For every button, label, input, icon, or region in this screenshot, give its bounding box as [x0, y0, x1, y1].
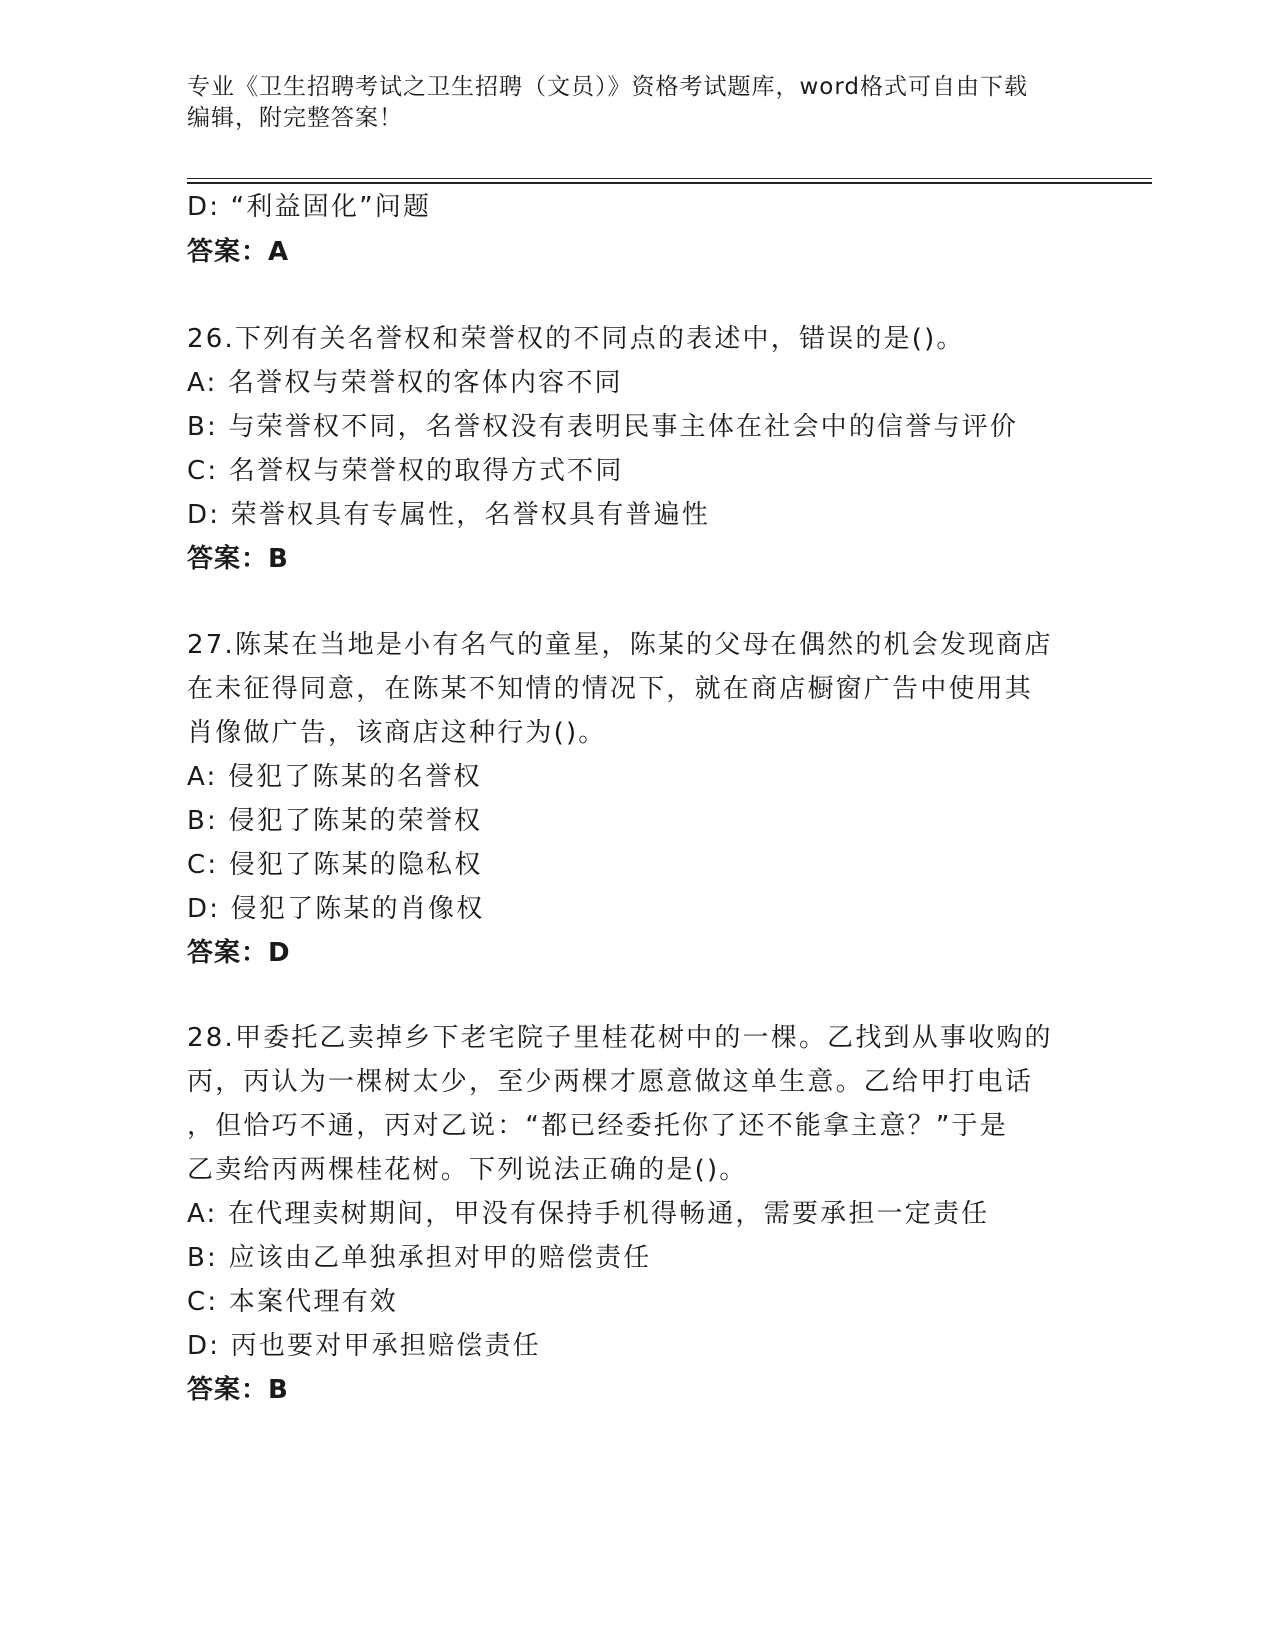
prev-option-d: D: “利益固化”问题 [187, 192, 432, 222]
q28-option-b: B: 应该由乙单独承担对甲的赔偿责任 [187, 1243, 652, 1273]
q27-option-c: C: 侵犯了陈某的隐私权 [187, 850, 483, 880]
q26-option-b: B: 与荣誉权不同，名誉权没有表明民事主体在社会中的信誉与评价 [187, 412, 1019, 442]
header-divider-thin [187, 178, 1152, 179]
q28-stem-line-3: ，但恰巧不通，丙对乙说：“都已经委托你了还不能拿主意？”于是 [187, 1111, 1008, 1141]
q27-option-b: B: 侵犯了陈某的荣誉权 [187, 806, 483, 836]
q28-answer: 答案：B [187, 1375, 289, 1405]
header-line-1: 专业《卫生招聘考试之卫生招聘（文员）》资格考试题库，word格式可自由下载 [187, 74, 1029, 100]
q26-answer: 答案：B [187, 544, 289, 574]
q27-option-a: A: 侵犯了陈某的名誉权 [187, 762, 482, 792]
q26-stem: 26.下列有关名誉权和荣誉权的不同点的表述中，错误的是()。 [187, 324, 965, 354]
q27-stem-line-2: 在未征得同意，在陈某不知情的情况下，就在商店橱窗广告中使用其 [187, 674, 1034, 704]
q27-option-d: D: 侵犯了陈某的肖像权 [187, 894, 485, 924]
prev-answer: 答案：A [187, 237, 290, 267]
header-divider-thick [187, 182, 1152, 184]
header-line-2: 编辑，附完整答案！ [187, 105, 403, 131]
q28-option-c: C: 本案代理有效 [187, 1287, 398, 1317]
q28-stem-line-4: 乙卖给丙两棵桂花树。下列说法正确的是()。 [187, 1155, 748, 1185]
q27-stem-line-3: 肖像做广告，该商店这种行为()。 [187, 718, 607, 748]
q27-answer: 答案：D [187, 938, 291, 968]
q26-option-c: C: 名誉权与荣誉权的取得方式不同 [187, 456, 624, 486]
q28-stem-line-2: 丙，丙认为一棵树太少，至少两棵才愿意做这单生意。乙给甲打电话 [187, 1067, 1034, 1097]
q26-option-a: A: 名誉权与荣誉权的客体内容不同 [187, 368, 623, 398]
q28-stem-line-1: 28.甲委托乙卖掉乡下老宅院子里桂花树中的一棵。乙找到从事收购的 [187, 1023, 1053, 1053]
q27-stem-line-1: 27.陈某在当地是小有名气的童星，陈某的父母在偶然的机会发现商店 [187, 630, 1053, 660]
q28-option-d: D: 丙也要对甲承担赔偿责任 [187, 1331, 541, 1361]
q26-option-d: D: 荣誉权具有专属性，名誉权具有普遍性 [187, 500, 711, 530]
q28-option-a: A: 在代理卖树期间，甲没有保持手机得畅通，需要承担一定责任 [187, 1199, 990, 1229]
document-header [187, 72, 1067, 134]
